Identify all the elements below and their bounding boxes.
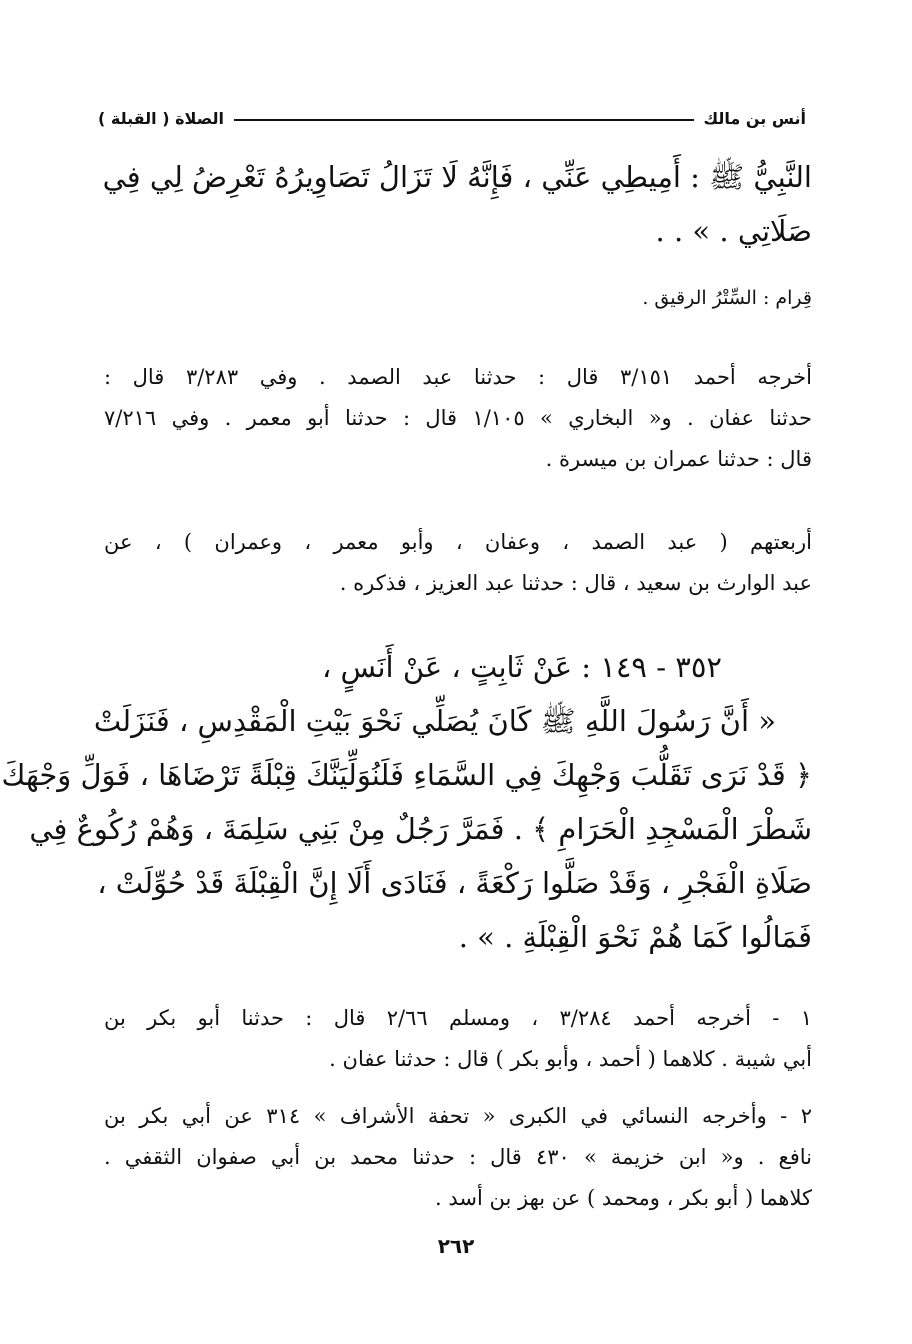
header-author: أنس بن مالك xyxy=(703,108,806,128)
hadith-heading: ٣٥٢ - ١٤٩ : عَنْ ثَابِتٍ ، عَنْ أَنَسٍ ، xyxy=(321,650,722,684)
footnote-line: ٢ - وأخرجه النسائي في الكبرى « تحفة الأشراف » ٣١٤ عن أبي بكر بن xyxy=(104,1104,812,1128)
footnote-2 xyxy=(104,1096,812,1219)
text-line: النَّبِيُّ ﷺ : أَمِيطِي عَنِّي ، فَإِنَّهُ لَا تَزَالُ تَصَاوِيرُهُ تَعْرِضُ لِي فِي xyxy=(102,160,812,194)
hadith-line: ﴿ قَدْ نَرَى تَقَلُّبَ وَجْهِكَ فِي السَّمَاءِ فَلَنُوَلِّيَنَّكَ قِبْلَةً تَرْضَاهَا ، فَوَلِّ وَجْهَكَ xyxy=(1,758,812,792)
footnote-line: نافع . و« ابن خزيمة » ٤٣٠ قال : حدثنا محمد بن أبي صفوان الثقفي . xyxy=(104,1145,812,1169)
hadith-line: صَلَاةِ الْفَجْرِ ، وَقَدْ صَلَّوا رَكْعَةً ، فَنَادَى أَلَا إِنَّ الْقِبْلَةَ قَدْ حُوِّلَتْ ، xyxy=(97,866,812,900)
hadith-352 xyxy=(1,640,812,964)
hadith-continuation xyxy=(104,150,812,258)
hadith-line: « أَنَّ رَسُولَ اللَّهِ ﷺ كَانَ يُصَلِّي نَحْوَ بَيْتِ الْمَقْدِسِ ، فَنَزَلَتْ xyxy=(93,704,776,738)
footnote-1 xyxy=(104,998,812,1080)
hadith-line: شَطْرَ الْمَسْجِدِ الْحَرَامِ ﴾ . فَمَرَّ رَجُلٌ مِنْ بَنِي سَلِمَةَ ، وَهُمْ رُكُوعٌ فِي xyxy=(29,812,812,846)
takhrij-paragraph-2 xyxy=(104,522,812,604)
footnote-line: أبي شيبة . كلاهما ( أحمد ، وأبو بكر ) قال : حدثنا عفان . xyxy=(329,1047,812,1071)
text-line: حدثنا عفان . و« البخاري » ١/١٠٥ قال : حدثنا أبو معمر . وفي ٧/٢١٦ xyxy=(104,406,812,430)
text-line: عبد الوارث بن سعيد ، قال : حدثنا عبد العزيز ، فذكره . xyxy=(339,571,812,595)
header-rule xyxy=(234,119,694,121)
running-header xyxy=(98,98,806,138)
hadith-line: فَمَالُوا كَمَا هُمْ نَحْوَ الْقِبْلَةِ . » . xyxy=(458,920,812,954)
text-line: أربعتهم ( عبد الصمد ، وعفان ، وأبو معمر ، وعمران ) ، عن xyxy=(104,530,812,554)
text-line: قال : حدثنا عمران بن ميسرة . xyxy=(545,447,812,471)
takhrij-paragraph-1 xyxy=(104,357,812,480)
page-number: ٢٦٢ xyxy=(437,1234,475,1258)
text-line: صَلَاتِي . » . . xyxy=(655,214,812,248)
footnote-line: كلاهما ( أبو بكر ، ومحمد ) عن بهز بن أسد . xyxy=(435,1186,812,1210)
gloss-note xyxy=(104,282,812,314)
header-chapter: الصلاة ( القبلة ) xyxy=(98,108,224,128)
footnote-line: ١ - أخرجه أحمد ٣/٢٨٤ ، ومسلم ٢/٦٦ قال : حدثنا أبو بكر بن xyxy=(104,1006,813,1030)
text-line: أخرجه أحمد ٣/١٥١ قال : حدثنا عبد الصمد . وفي ٣/٢٨٣ قال : xyxy=(104,365,812,389)
gloss-text: قِرام : السِّتْرُ الرقيق . xyxy=(642,287,812,309)
